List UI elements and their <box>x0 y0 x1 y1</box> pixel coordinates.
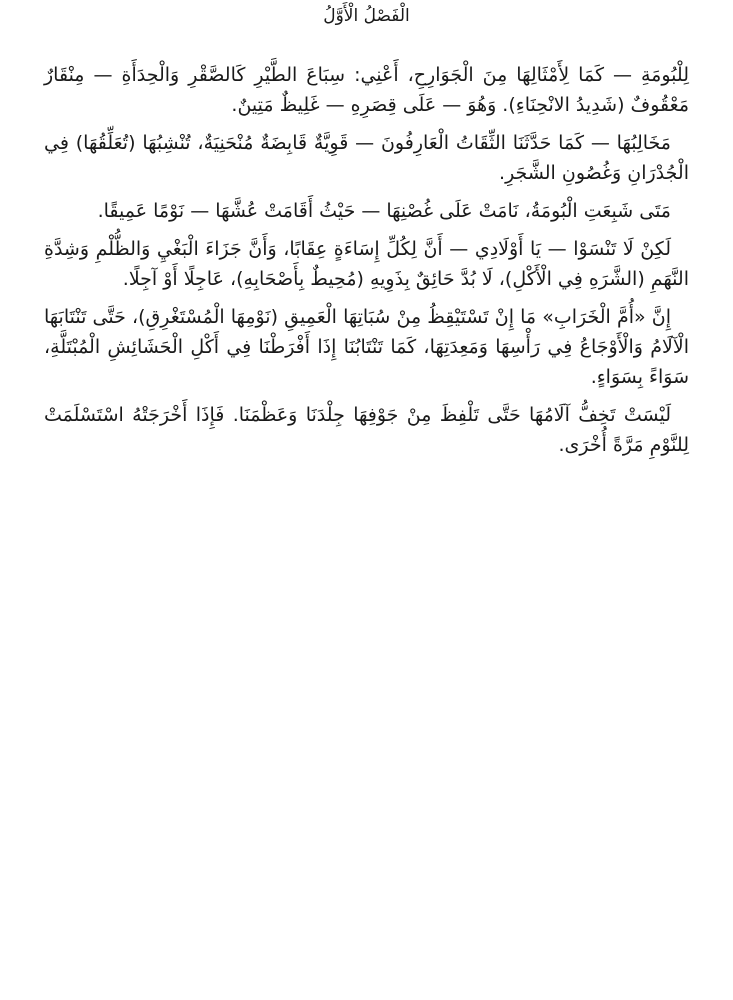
paragraph: مَخَالِبُهَا — كَمَا حَدَّثَنَا الثِّقَاتُ الْعَارِفُونَ — قَوِيَّةٌ قَابِضَةٌ مُنْحَنِيَةٌ، تُنْشِبُهَا (تُعَلِّقُهَا) فِي الْجُدْرَانِ وَغُصُونِ الشَّجَرِ. <box>44 132 689 184</box>
paragraph: إِنَّ «أُمَّ الْخَرَابِ» مَا إِنْ تَسْتَيْقِظُ مِنْ سُبَاتِهَا الْعَمِيقِ (نَوْمِهَا الْمُسْتَغْرِقِ)، حَتَّى تَنْتَابَهَا الْآلَامُ وَالْأَوْجَاعُ فِي رَأْسِهَا وَمَعِدَتِهَا، كَمَا تَنْتَابُنَا إِذَا أَفْرَطْنَا فِي أَكْلِ الْحَشَائِشِ الْمُبْتَلَّةِ، سَوَاءً بِسَوَاءٍ. <box>44 306 689 388</box>
paragraph: لَكِنْ لَا تَنْسَوْا — يَا أَوْلَادِي — أَنَّ لِكُلِّ إِسَاءَةٍ عِقَابًا، وَأَنَّ جَزَاءَ الْبَغْيِ وَالظُّلْمِ وَشِدَّةِ النَّهَمِ (الشَّرَهِ فِي الْأَكْلِ)، لَا بُدَّ حَائِقٌ بِذَوِيهِ (مُحِيطٌ بِأَصْحَابِهِ)، عَاجِلًا أَوْ آجِلًا. <box>44 238 689 290</box>
paragraph: لَيْسَتْ تَخِفُّ آلَامُهَا حَتَّى تَلْفِظَ مِنْ جَوْفِهَا جِلْدَنَا وَعَظْمَنَا. فَإِذَا أَخْرَجَتْهُ اسْتَسْلَمَتْ لِلنَّوْمِ مَرَّةً أُخْرَى. <box>44 404 689 456</box>
paragraph: لِلْبُومَةِ — كَمَا لِأَمْثَالِهَا مِنَ الْجَوَارِحِ، أَعْنِي: سِبَاعَ الطَّيْرِ كَالصَّقْرِ وَالْحِدَأَةِ — مِنْقَارٌ مَعْقُوفٌ (شَدِيدُ الانْحِنَاءِ). وَهُوَ — عَلَى قِصَرِهِ — غَلِيظٌ مَتِينٌ. <box>44 64 689 116</box>
chapter-body <box>44 60 689 468</box>
chapter-title: الْفَصْلُ الْأَوَّلُ <box>323 6 410 26</box>
paragraph: مَتَى شَبِعَتِ الْبُومَةُ، نَامَتْ عَلَى غُصْنِهَا — حَيْثُ أَقَامَتْ عُشَّهَا — نَوْمًا عَمِيقًا. <box>97 200 671 222</box>
